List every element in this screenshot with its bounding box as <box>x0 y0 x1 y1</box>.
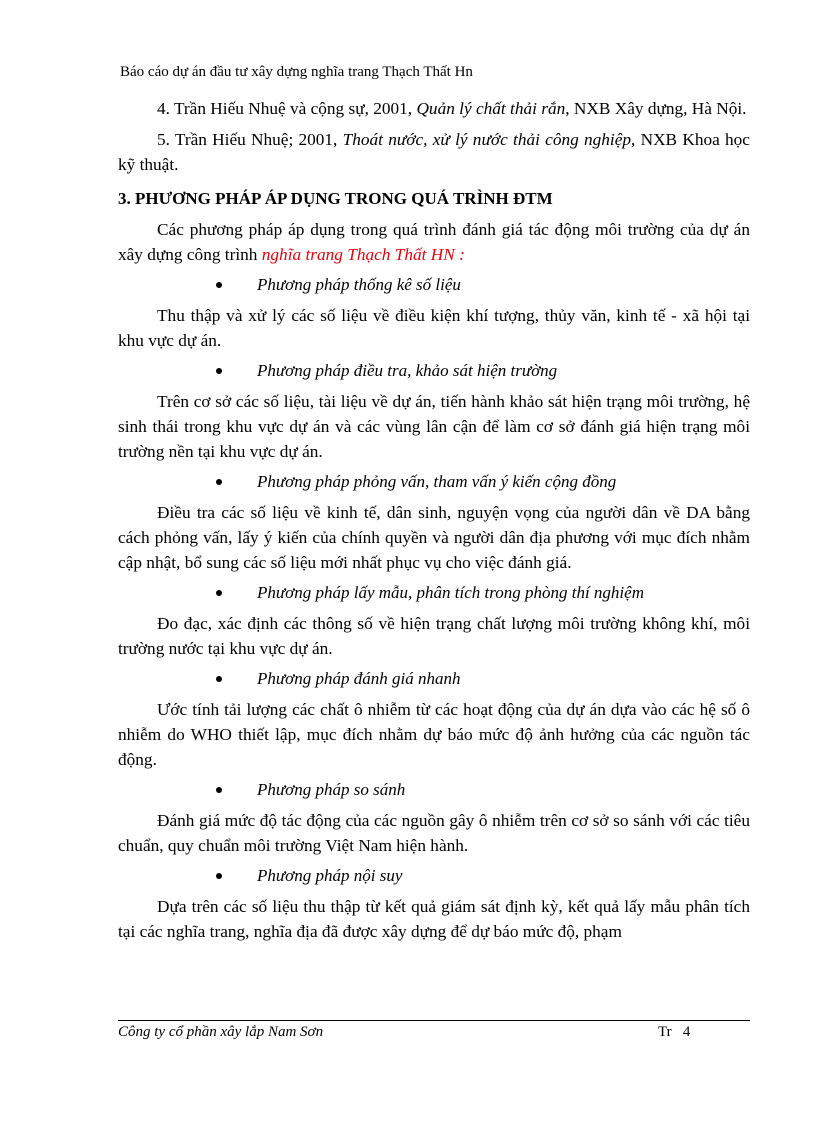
footer-company: Công ty cổ phần xây lắp Nam Sơn <box>118 1024 324 1040</box>
running-header: Báo cáo dự án đầu tư xây dựng nghĩa trang Thạch Thất Hn <box>120 64 473 80</box>
reference-5 <box>118 127 750 177</box>
bullet-icon <box>216 787 222 793</box>
section-intro <box>118 217 750 267</box>
intro-text: Các phương pháp áp dụng trong quá trình đánh giá tác động môi trường của dự án xây dựng công trình <box>118 220 750 264</box>
bullet-icon <box>216 590 222 596</box>
method-description: Trên cơ sở các số liệu, tài liệu về dự án, tiến hành khảo sát hiện trạng môi trường, hệ sinh thái trong khu vực dự án và các vùng lân cận để làm cơ sở đánh giá hiện trạng môi trường nền tại khu vực dự án. <box>118 392 750 461</box>
method-description: Thu thập và xử lý các số liệu về điều kiện khí tượng, thủy văn, kinh tế - xã hội tại khu vực dự án. <box>118 306 750 350</box>
method-bullet <box>118 667 750 691</box>
reference-4-publisher: , NXB Xây dựng, Hà Nội. <box>565 99 747 118</box>
method-bullet <box>118 470 750 494</box>
reference-5-title: Thoát nước, xử lý nước thải công nghiệp <box>342 130 632 149</box>
reference-4-text: 4. Trần Hiếu Nhuệ và cộng sự, 2001, <box>157 99 417 118</box>
bullet-icon <box>216 282 222 288</box>
method-bullet <box>118 581 750 605</box>
method-title: Phương pháp so sánh <box>257 780 406 799</box>
method-description: Đo đạc, xác định các thông số về hiện trạng chất lượng môi trường không khí, môi trường nước tại khu vực dự án. <box>118 614 750 658</box>
reference-4-title: Quản lý chất thải rắn <box>416 99 566 118</box>
page-body <box>118 96 750 944</box>
reference-4 <box>118 96 750 121</box>
method-bullet <box>118 273 750 297</box>
method-bullet <box>118 778 750 802</box>
method-title: Phương pháp đánh giá nhanh <box>257 669 461 688</box>
bullet-icon <box>216 676 222 682</box>
bullet-icon <box>216 368 222 374</box>
method-bullet <box>118 359 750 383</box>
footer-divider <box>118 1020 750 1021</box>
method-title: Phương pháp điều tra, khảo sát hiện trường <box>257 361 558 380</box>
method-title: Phương pháp phỏng vấn, tham vấn ý kiến cộng đồng <box>257 472 617 491</box>
bullet-icon <box>216 479 222 485</box>
method-bullet <box>118 864 750 888</box>
bullet-icon <box>216 873 222 879</box>
method-description: Ước tính tải lượng các chất ô nhiễm từ các hoạt động của dự án dựa vào các hệ số ô nhiễm do WHO thiết lập, mục đích nhằm dự báo mức độ ảnh hưởng của các nguồn tác động. <box>118 700 750 769</box>
method-description: Đánh giá mức độ tác động của các nguồn gây ô nhiễm trên cơ sở so sánh với các tiêu chuẩn, quy chuẩn môi trường Việt Nam hiện hành. <box>118 811 750 855</box>
reference-5-publisher: , NXB Khoa học kỹ thuật. <box>118 130 750 174</box>
section-heading: 3. PHƯƠNG PHÁP ÁP DỤNG TRONG QUÁ TRÌNH ĐTM <box>118 189 553 208</box>
method-title: Phương pháp thống kê số liệu <box>257 275 461 294</box>
page-number: Tr 4 <box>658 1024 691 1040</box>
method-title: Phương pháp lấy mẫu, phân tích trong phòng thí nghiệm <box>257 583 644 602</box>
project-name-highlight: nghĩa trang Thạch Thất HN : <box>261 245 465 264</box>
reference-5-text: 5. Trần Hiếu Nhuệ; 2001, <box>157 130 343 149</box>
method-description: Dựa trên các số liệu thu thập từ kết quả giám sát định kỳ, kết quả lấy mẫu phân tích tại các nghĩa trang, nghĩa địa đã được xây dựng để dự báo mức độ, phạm <box>118 897 750 941</box>
method-description: Điều tra các số liệu về kinh tế, dân sinh, nguyện vọng của người dân về DA bằng cách phỏng vấn, lấy ý kiến của chính quyền và người dân địa phương với mục đích nhằm cập nhật, bổ sung các số liệu mới nhất phục vụ cho việc đánh giá. <box>118 503 750 572</box>
method-title: Phương pháp nội suy <box>257 866 403 885</box>
